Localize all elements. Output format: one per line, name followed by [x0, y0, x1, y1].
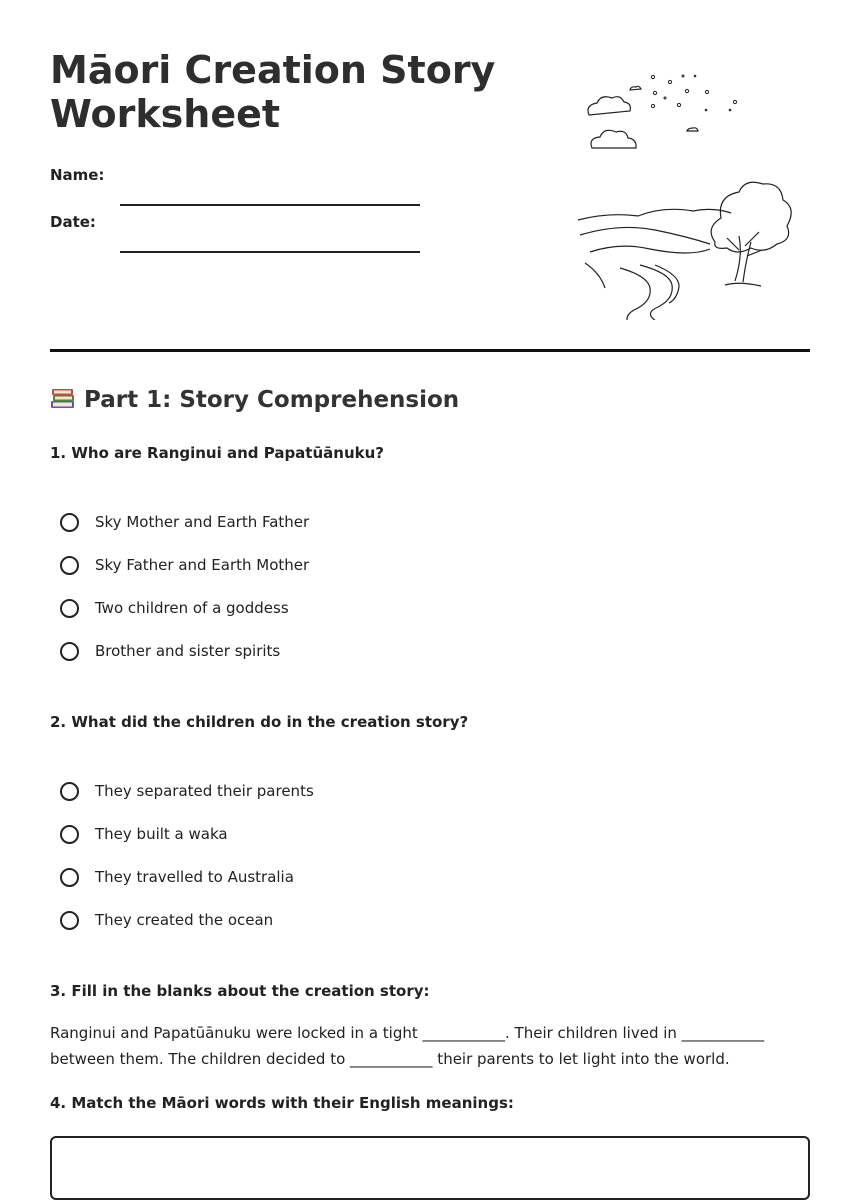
option-label: Sky Father and Earth Mother — [95, 556, 310, 574]
q1-option-3[interactable] — [60, 595, 289, 621]
hill-near — [590, 246, 710, 253]
tree-icon — [711, 182, 791, 286]
section-divider — [50, 349, 810, 352]
radio-button[interactable] — [60, 556, 79, 575]
q1-option-2[interactable] — [60, 552, 309, 578]
cloud-2-icon — [591, 130, 636, 148]
hill-mid — [580, 227, 710, 244]
option-label: They created the ocean — [95, 911, 274, 929]
cloud-4-icon — [687, 128, 698, 131]
river-line — [655, 265, 679, 303]
question-4: 4. Match the Māori words with their English meanings: — [50, 1094, 514, 1112]
cloud-3-icon — [630, 86, 641, 90]
q2-option-4[interactable] — [60, 907, 273, 933]
matching-box — [50, 1136, 810, 1200]
question-3: 3. Fill in the blanks about the creation story: — [50, 982, 430, 1000]
q1-option-4[interactable] — [60, 638, 280, 664]
question-1: 1. Who are Ranginui and Papatūānuku? — [50, 444, 384, 462]
q2-option-3[interactable] — [60, 864, 294, 890]
section-heading — [50, 386, 459, 413]
radio-button[interactable] — [60, 782, 79, 801]
radio-button[interactable] — [60, 868, 79, 887]
page-title: Māori Creation Story Worksheet — [50, 48, 496, 136]
river-bank-left — [620, 268, 650, 320]
section-title-text: Part 1: Story Comprehension — [84, 387, 460, 413]
radio-button[interactable] — [60, 513, 79, 532]
hill-far — [578, 209, 731, 220]
radio-button[interactable] — [60, 599, 79, 618]
cloud-1-icon — [588, 97, 630, 115]
option-label: They separated their parents — [95, 782, 314, 800]
landscape-illustration — [575, 60, 795, 320]
radio-button[interactable] — [60, 825, 79, 844]
option-label: Two children of a goddess — [95, 599, 289, 617]
q2-option-2[interactable] — [60, 821, 228, 847]
q1-option-1[interactable] — [60, 509, 309, 535]
option-label: Sky Mother and Earth Father — [95, 513, 310, 531]
q2-option-1[interactable] — [60, 778, 314, 804]
radio-button[interactable] — [60, 911, 79, 930]
question-2: 2. What did the children do in the creation story? — [50, 713, 469, 731]
option-label: They travelled to Australia — [95, 868, 294, 886]
river-bank-right — [640, 265, 672, 320]
date-field-row — [50, 213, 470, 243]
name-field-row — [50, 166, 470, 196]
books-icon — [50, 386, 76, 410]
option-label: Brother and sister spirits — [95, 642, 281, 660]
name-input[interactable] — [120, 178, 420, 206]
date-label: Date: — [50, 213, 96, 231]
name-label: Name: — [50, 166, 105, 184]
stars-icon — [651, 75, 736, 111]
fill-in-blanks-paragraph: Ranginui and Papatūānuku were locked in a tight ___________. Their children lived in ___________ between them. The children decided to ___________ their parents to let light into the world. — [50, 1024, 765, 1068]
option-label: They built a waka — [95, 825, 228, 843]
radio-button[interactable] — [60, 642, 79, 661]
date-input[interactable] — [120, 225, 420, 253]
